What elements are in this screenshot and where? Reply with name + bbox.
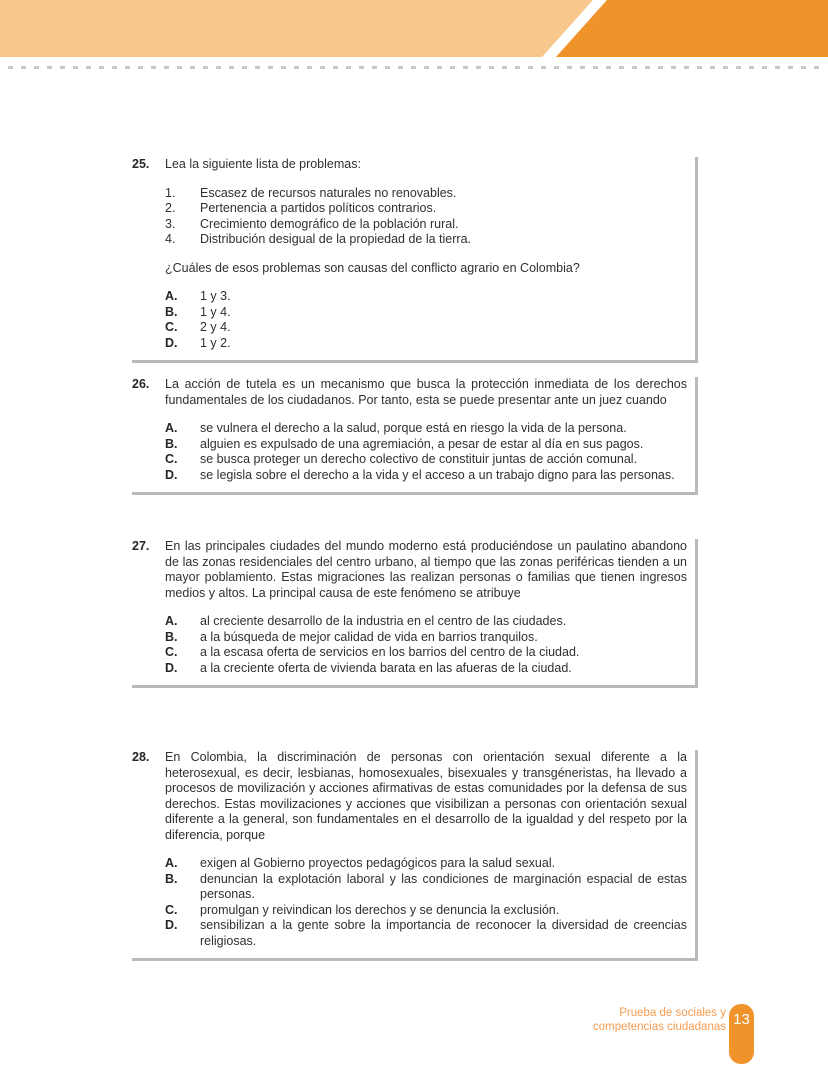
option-b (165, 630, 687, 646)
option-letter: A. (165, 289, 178, 303)
option-text: 1 y 2. (200, 335, 231, 350)
option-text: se legisla sobre el derecho a la vida y el acceso a un trabajo digno para las personas. (200, 467, 675, 482)
options-list (165, 421, 687, 483)
question-block-26 (132, 377, 698, 495)
list-item-number: 2. (165, 201, 176, 215)
option-text: sensibilizan a la gente sobre la importancia de reconocer la diversidad de creencias religiosas. (200, 918, 687, 948)
option-text: se busca proteger un derecho colectivo de constituir juntas de acción comunal. (200, 452, 638, 466)
option-text: a la creciente oferta de vivienda barata en las afueras de la ciudad. (200, 660, 572, 675)
list-item-text: Crecimiento demográfico de la población rural. (200, 216, 459, 231)
option-letter: A. (165, 421, 178, 435)
option-text: promulgan y reivindican los derechos y se denuncia la exclusión. (200, 902, 560, 917)
option-letter: D. (165, 918, 178, 932)
page-number: 13 (733, 1011, 750, 1028)
list-item-number: 3. (165, 216, 176, 231)
footer-test-name-line1: Prueba de sociales y (619, 1007, 726, 1019)
option-letter: C. (165, 452, 178, 466)
option-letter: D. (165, 335, 178, 350)
option-letter: A. (165, 856, 178, 870)
question-body: En Colombia, la discriminación de personas con orientación sexual diferente a la heterosexual, es decir, lesbianas, homosexuales, bisexuales y transgéneristas, ha llevado a procesos de movilización y acciones afirmativas de estas comunidades por la defensa de sus derechos. Estas movilizaciones y acciones que visibilizan a personas con orientación sexual diferente a la general, son fundamentales en el desarrollo de la igualdad y del respeto por la diferencia, porque (165, 750, 687, 842)
option-text: 2 y 4. (200, 320, 231, 334)
option-letter: B. (165, 436, 178, 451)
footer-test-name-line2: competencias ciudadanas (593, 1021, 726, 1033)
option-a (165, 289, 687, 305)
list-item (165, 232, 687, 248)
option-letter: D. (165, 660, 178, 675)
footer-test-name (593, 1006, 726, 1034)
option-letter: C. (165, 645, 178, 659)
question-block-25 (132, 157, 698, 363)
option-text: denuncian la explotación laboral y las condiciones de marginación espacial de estas personas. (200, 871, 687, 901)
option-a (165, 421, 687, 437)
options-list (165, 856, 687, 949)
list-item-number: 4. (165, 232, 176, 246)
page-number-tab (729, 1004, 754, 1064)
option-text: 1 y 3. (200, 289, 231, 303)
question-number: 25. (132, 157, 150, 171)
option-a (165, 614, 687, 630)
list-item (165, 201, 687, 217)
option-d (165, 468, 687, 484)
option-text: al creciente desarrollo de la industria en el centro de las ciudades. (200, 614, 567, 628)
option-letter: B. (165, 871, 178, 886)
option-text: se vulnera el derecho a la salud, porque está en riesgo la vida de la persona. (200, 421, 627, 435)
option-b (165, 437, 687, 453)
option-text: a la búsqueda de mejor calidad de vida en barrios tranquilos. (200, 629, 538, 644)
option-d (165, 661, 687, 677)
option-d (165, 336, 687, 352)
dashed-separator (8, 66, 820, 69)
option-letter: B. (165, 629, 178, 644)
list-item (165, 186, 687, 202)
option-c (165, 452, 687, 468)
option-c (165, 903, 687, 919)
option-c (165, 320, 687, 336)
option-b (165, 305, 687, 321)
option-letter: C. (165, 320, 178, 334)
option-a (165, 856, 687, 872)
list-item-text: Pertenencia a partidos políticos contrarios. (200, 201, 437, 215)
option-letter: D. (165, 467, 178, 482)
question-number: 28. (132, 750, 150, 764)
options-list (165, 289, 687, 351)
option-letter: C. (165, 902, 178, 917)
options-list (165, 614, 687, 676)
list-item-text: Escasez de recursos naturales no renovables. (200, 185, 457, 200)
list-item (165, 217, 687, 233)
question-body: La acción de tutela es un mecanismo que busca la protección inmediata de los derechos fundamentales de los ciudadanos. Por tanto, esta se puede presentar ante un juez cuando (165, 377, 687, 407)
question-body: En las principales ciudades del mundo moderno está produciéndose un paulatino abandono de las zonas residenciales del centro urbano, al tiempo que las zonas periféricas tienden a un mayor poblamiento. Estas migraciones las realizan personas o familias que tienen ingresos medios y altos. La principal causa de este fenómeno se atribuye (165, 539, 687, 600)
list-item-number: 1. (165, 185, 176, 200)
question-number: 26. (132, 377, 150, 391)
option-letter: A. (165, 614, 178, 628)
option-d (165, 918, 687, 949)
problem-list (165, 186, 687, 248)
option-c (165, 645, 687, 661)
option-letter: B. (165, 304, 178, 319)
option-text: a la escasa oferta de servicios en los barrios del centro de la ciudad. (200, 645, 580, 659)
option-text: alguien es expulsado de una agremiación, a pesar de estar al día en sus pagos. (200, 436, 644, 451)
option-b (165, 872, 687, 903)
list-item-text: Distribución desigual de la propiedad de la tierra. (200, 232, 471, 246)
question-number: 27. (132, 539, 150, 553)
question-block-27 (132, 539, 698, 688)
question-intro: Lea la siguiente lista de problemas: (165, 157, 361, 171)
question-prompt: ¿Cuáles de esos problemas son causas del conflicto agrario en Colombia? (165, 260, 580, 275)
option-text: exigen al Gobierno proyectos pedagógicos para la salud sexual. (200, 856, 556, 870)
option-text: 1 y 4. (200, 304, 231, 319)
question-block-28 (132, 750, 698, 961)
